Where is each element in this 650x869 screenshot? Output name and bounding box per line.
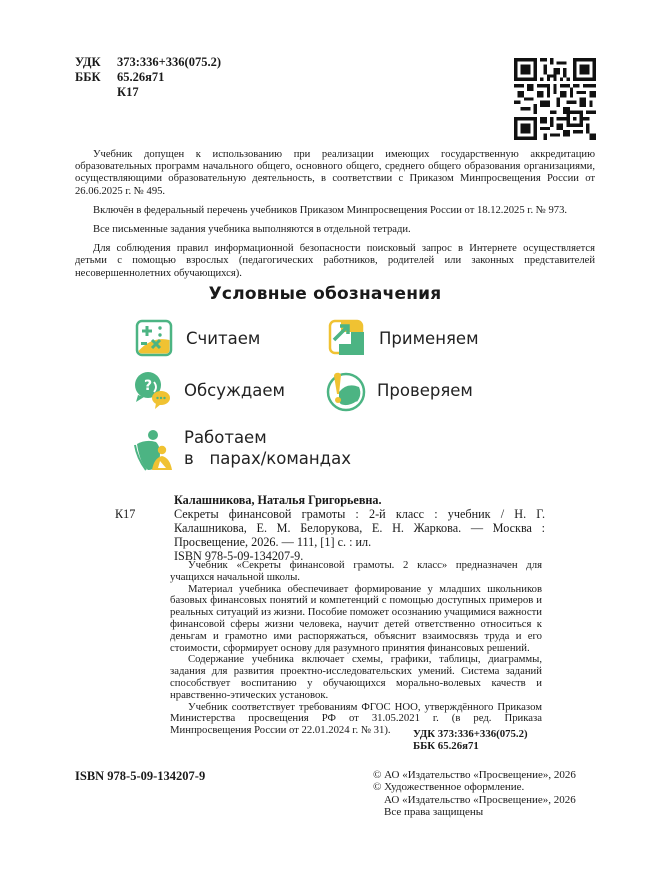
apply-icon [327,318,367,358]
udk-row [75,55,221,70]
svg-text:?: ? [143,378,153,394]
teamwork-icon [132,428,172,468]
bibliographic-description: Секреты финансовой грамоты : 2-й класс : учебник / Н. Г. Калашникова, Е. М. Белорукова, Е. Н. Жаркова. — Москва : Просвещение, 2026. — 111, [1] с. : ил. [174,507,545,549]
annotation-codes [413,728,528,752]
legend-label-multiline [184,427,351,469]
legend-item-check [325,370,473,410]
qr-code-icon[interactable] [514,58,596,140]
annotation-paragraph: Учебник «Секреты финансовой грамоты. 2 класс» предназначен для учащихся начальной школы. [170,559,542,583]
annotation-paragraph: Материал учебника обеспечивает формирование у младших школьников базовых финансовых понятий и компетенций с помощью доступных примеров и реальных ситуаций из жизни. Пособие поможет осознанию учащимися важности финансовой сферы жизни человека, научит детей ответственно относиться к деньгам и грамотно ими распоряжаться, объяснит взаимосвязь труда и его стоимости, сформирует основу для разумного принятия финансовых решений. [170,582,542,654]
discuss-icon [132,370,172,410]
calculate-icon [134,318,174,358]
udk-label: УДК [75,55,101,69]
legend-label-line2: в парах/командах [184,449,351,468]
legend-label: Проверяем [377,380,473,400]
rights-reserved: Все права защищены [384,805,484,818]
bibliographic-record [115,493,545,563]
check-icon [325,370,365,410]
bbk-code: ББК 65.26я71 [413,740,479,752]
notice-paragraph: Учебник допущен к использованию при реализации имеющих государственную аккредитацию образовательных программ начального общего, основного общего, среднего общего образования организациями, осуществляющими образовательную деятельность, в соответствии с Приказом Минпросвещения России от 26.06.2025 г. № 495. [75,149,595,197]
annotation-paragraph: Содержание учебника включает схемы, графики, таблицы, диаграммы, задания для развития проектно-исследовательских умений. Система заданий способствует воспитанию у обучающихся морально-волевых качеств и нравственно-этических установок. [170,653,542,701]
legend-item-calculate [134,318,260,358]
legend-item-discuss [132,370,285,410]
legend-label: Применяем [379,328,479,348]
author-mark-row [75,85,221,100]
bbk-row [75,70,221,85]
legend-label: Обсуждаем [184,380,285,400]
notice-paragraph: Все письменные задания учебника выполняются в отдельной тетради. [93,224,411,236]
legend-item-apply [327,318,479,358]
copyright-line: © Художественное оформление. [373,781,525,794]
notice-paragraph: Для соблюдения правил информационной безопасности поисковый запрос в Интернете осуществляется детьми с помощью взрослых (педагогических работников, родителей или законных представителей несовершеннолетних обучающихся). [75,243,595,279]
legend-label: Считаем [186,328,261,348]
udk-value: 373:336+336(075.2) [117,55,221,69]
udk-code: УДК 373:336+336(075.2) [413,728,528,740]
isbn-line: ISBN 978-5-09-134207-9. [174,549,304,563]
author-mark: К17 [115,507,136,521]
approval-notice [75,149,595,287]
isbn-footer: ISBN 978-5-09-134207-9 [75,769,206,783]
legend-title: Условные обозначения [208,284,442,304]
bbk-value: 65.26я71 [117,70,165,84]
annotation-paragraph: Учебник соответствует требованиям ФГОС НОО, утверждённого Приказом Министерства просвещения РФ от 31.05.2021 г. (в ред. Приказа Минпросвещения России от 22.01.2024 г. № 31). [170,700,542,737]
author-mark-label [75,85,117,100]
bibliographic-main [115,507,545,549]
copyright-line: АО «Издательство «Просвещение», 2026 [384,793,576,806]
copyright-block [373,769,576,818]
notice-paragraph: Включён в федеральный перечень учебников Приказом Минпросвещения России от 18.12.2025 г. № 973. [93,204,568,216]
author-mark-value: К17 [117,85,139,99]
classification-codes [75,55,221,100]
copyright-line: © АО «Издательство «Просвещение», 2026 [373,769,576,781]
legend-label-line1: Работаем [184,428,267,447]
bbk-label: ББК [75,70,101,84]
legend-item-teamwork [132,427,351,469]
author-name: Калашникова, Наталья Григорьевна. [174,493,382,507]
annotation [170,560,542,737]
